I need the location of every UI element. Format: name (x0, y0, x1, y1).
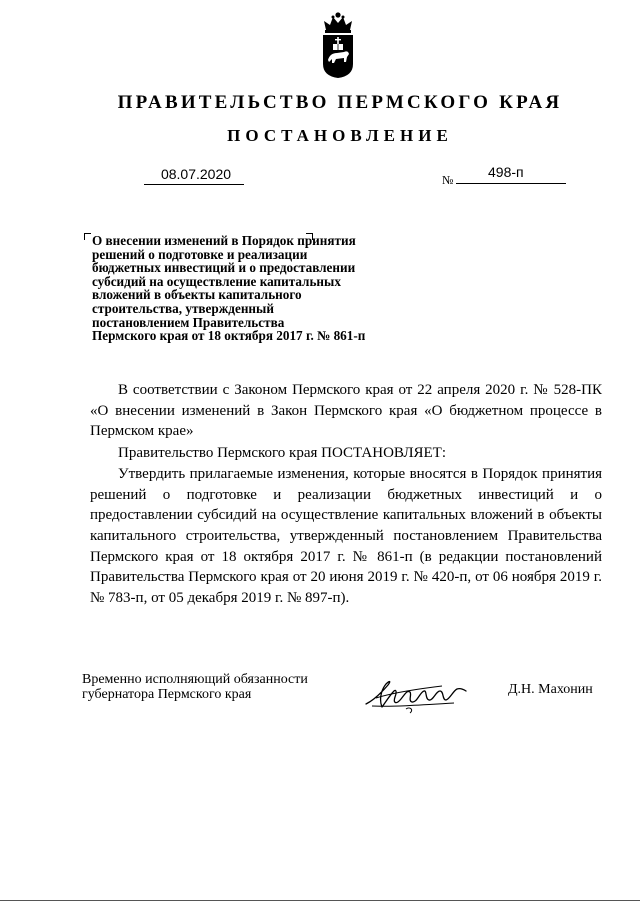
body-paragraph: В соответствии с Законом Пермского края от 22 апреля 2020 г. № 528-ПК «О внесении изменений в Закон Пермского края «О бюджетном процессе в Пермском крае» (90, 382, 602, 440)
coat-of-arms-icon (320, 10, 356, 80)
signer-name: Д.Н. Махонин (508, 682, 593, 697)
document-body (90, 380, 602, 609)
number-underline (456, 183, 566, 184)
date-underline (144, 184, 244, 185)
subject-line: вложений в объекты капитального (92, 287, 302, 303)
subject-line: субсидий на осуществление капитальных (92, 273, 341, 289)
handwritten-signature-icon (362, 676, 472, 716)
document-number: 498-п (488, 164, 524, 180)
subject-line: постановлением Правительства (92, 314, 285, 330)
subject-line: бюджетных инвестиций и о предоставлении (92, 260, 356, 276)
subject-corner-mark-left (84, 233, 91, 240)
government-title: ПРАВИТЕЛЬСТВО ПЕРМСКОГО КРАЯ (117, 92, 563, 113)
number-sign: № (442, 173, 454, 187)
page-bottom-edge (0, 900, 640, 901)
signer-title-line: Временно исполняющий обязанности (82, 672, 308, 687)
body-paragraph: Правительство Пермского края ПОСТАНОВЛЯЕТ: (118, 445, 447, 462)
document-type: ПОСТАНОВЛЕНИЕ (227, 126, 453, 145)
subject-line: О внесении изменений в Порядок принятия (92, 233, 356, 248)
document-subject (92, 234, 422, 343)
subject-line: решений о подготовке и реализации (92, 246, 308, 262)
body-paragraph: Утвердить прилагаемые изменения, которые вносятся в Порядок принятия решений о подготовке и реализации бюджетных инвестиций и о предоставлении субсидий на осуществление капитальных вложений в объекты капитального строительства, утвержденный постановлением Правительства Пермского края от 18 октября 2017 г. № 861-п (в редакции постановлений Правительства Пермского края от 20 июня 2019 г. № 420-п, от 06 ноября 2019 г. № 783-п, от 05 декабря 2019 г. № 897-п). (90, 465, 602, 607)
signer-title (82, 672, 362, 702)
document-date: 08.07.2020 (160, 166, 232, 182)
subject-line: строительства, утвержденный (92, 300, 274, 316)
subject-line: Пермского края от 18 октября 2017 г. № 861-п (92, 328, 366, 344)
signer-title-line: губернатора Пермского края (82, 687, 252, 702)
